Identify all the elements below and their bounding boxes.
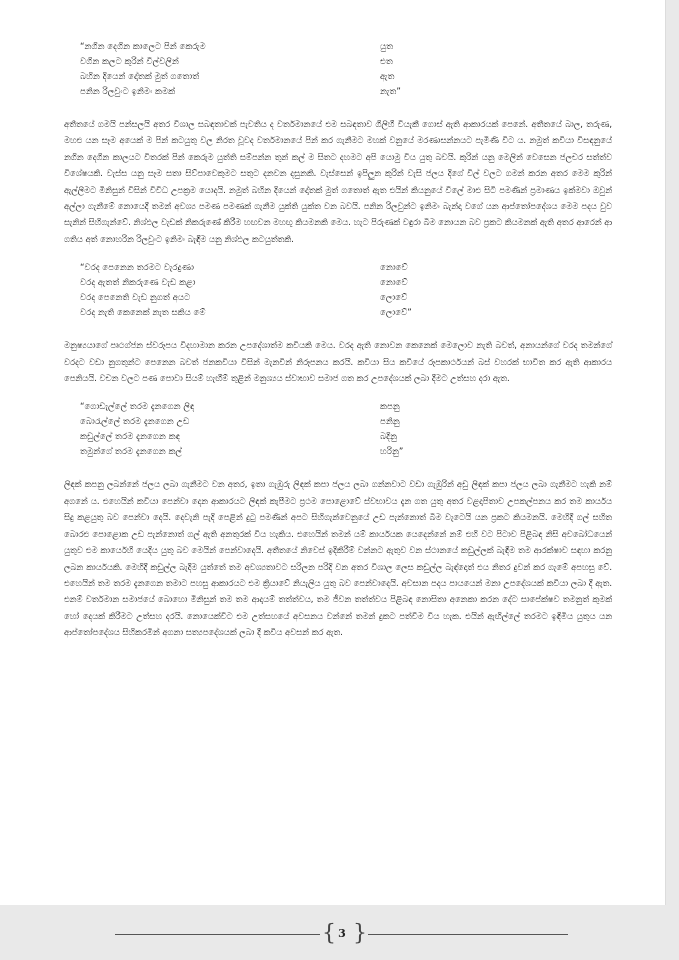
verse-line-left: බොරැල්ලේ තරම දැනගෙන උඩ [80, 417, 190, 428]
paragraph-2: මනුෂ්‍යයාගේ පෘථග්ජන ස්වරූපය විදහාමාන කරන උපදේශාත්ම කවියකි මෙය. වරද ඇති නොවන කෙනෙක් මෙලොව නැති බවත්, අනායන්ගේ වරද තමන්ගේ වරදට වඩා නුගතුන්ට පෙනෙන බවත් ජනකවියා විසින් මැනවින් නිරූපනය කරයි. කවියා සිය කවියේ රූපකාර්ථයන් බස් වහරක් භාවිත කර ඇති ආකාරය පෙනියයි. වචන වලට පණ පොවා සියම් හැඟීම් තුළින් මනුශ්‍යය ස්වාභාව සමාජ ගත කර උපදේශයක් ලබා දීමට උත්සහ දරා ඇත. [64, 340, 612, 384]
paragraph-3: ලිඳක් කපනු ලබන්නේ ජලය ලබා ගැනීමට වන අතර, ඉතා ගැඹුරු ලිඳක් කපා ජලය ලබා ගන්නවාට වඩා ගැඹුරින් අඩු ලිඳක් කපා ජලය ලබා ගැනීමට හැකි නම් අගනේ ය. එහෙයින් කවියා පෙන්වා දෙන ආකාරයට ලිඳක් කැපීමට ප්‍රථම පොළොවේ ස්වභාවය දැන ගත යුතු අතර වළදාපිතාව උපකල්පනය කර තම කාර්යය සිදු කළයුතු බව පෙන්වා දෙයි. දෙවැනි පැදි පෙළින් දුටු පමණින් අපට සිහිගැන්වෙනුයේ උඩ පැන්නොත් බිම වැටෙයි යන ප්‍රකට කියමනයි. මෙහිදී ගල් සහිත බොරළු පොළොක උඩ පැන්නොත් ගල් ඇති අනතුරක් විය හැකිය. එහෙයින් තමන් යම් කාර්යයක යෙදෙන්නේ නම් එහි වට පිටාව පිළිබඳ නිසි අවබෝධයෙන් යුතුව එම කාර්යෙහි යෙදිය යුතු බව මෙයින් පෙන්වාදෙයි. අතීතයේ නිවෙස් ඉදිකිරීම් වන්නට ඇතුව වන ස්ථානයේ කඩුල්ලක් බැඳීම තම ආරක්ෂාව සඳහා කරනු ලබන කාර්යයකි. මෙහිදී කඩුල්ල බැදීම යුත්තේ තම අවශ්‍යතාවට සරිලන පරිදි වන අතර විශාල ලෙස කඩුල්ල බැඳ්දොත් එය නිතර දුවන් කර ගැමේ අපහසු වේ. එහෙයින් තම තරම දැනගෙන තමාට පහසු ආකාරයට එම ක්‍රියාවේ නියැලිය යුතු බව පෙන්වාදෙයි. අවසාන පදය පායයෙන් මනා උපදේශයක් කවියා ලබා දී ඇත. එනම් වර්තමාන සමාජයේ බොහො මිනිසුන් තම තම ආදායම් තත්ත්වය, තම ජීවන තත්ත්වය පිළිබඳ නොසිතා අනෙකා කරන දේට සාපේක්ෂව තමනුත් කුමක් හෝ දෙයක් කිරීමට උත්සහ දරයි. නොයෙක්විට එම උත්සහයේ අවසනය වන්නේ තමන් දුකට පත්වීම විය හැක. එයින් ඇඟිල්ලේ තරමට ඉඳිමිය යුතුය යන ආප්තෝපදේශය සිහිකරමින් අගනා සත්‍යපදේශයක් ලබා දී කවිය අවසන් කර ඇත. [64, 479, 612, 638]
verse-line-right: බදිනු [380, 432, 397, 443]
footer-bracket-left: { [322, 921, 336, 946]
page-content [64, 40, 612, 655]
verse-line-right: යුත [380, 42, 394, 52]
footer-rule-left [115, 934, 320, 935]
footer-rule-right [368, 934, 568, 935]
page-number: 3 [338, 927, 346, 940]
verse-line-left: “නගින දෙගින කාලෙට පින් කෙරුම [80, 42, 206, 52]
verse-line-left: “ගොඩැල්ලේ තරම දැනගෙන ලිඳ [80, 402, 195, 413]
verse-line-left: කඩුල්ලේ තරම දැනගෙන කඳ [80, 432, 180, 443]
verse-line-left: තමුන්ගේ තරම දැනගෙන කල් [80, 447, 182, 458]
footer-bracket-right: } [353, 921, 367, 946]
verse-line-right: හරිනු” [380, 447, 404, 458]
verse-line-left: වරද නැති කෙනෙක් නැත සකිය මේ [80, 308, 206, 319]
verse-block-3 [80, 400, 612, 460]
verse-line-left: බහින දියෙන් දෝතක් මුත් ගතොත් [80, 72, 200, 82]
verse-line-left: වරද ඇතත් නිකරුණෙ වැඩ කළා [80, 278, 196, 289]
page-footer [0, 915, 679, 955]
paragraph-1: අතීතයේ ගමයි පන්සලයි අතර විශාල සබඳතාවක් පැවතිය ද වර්තමානයේ එම සබඳතාව ගිලිහී වියැකී ගොස් ඇති ආකාරයක් පෙනේ. අතීතයේ බාල, තරුණ, මහළු යන සෑම අයෙක් ම පින් කටයුතු වල නිරත වූවද වර්තමානයේ පින් කර ගැනීමට මහක් වනුයේ මරණාසන්නයට පැමිණි විට ය. නමුත් කවියා විසඳනුයේ නගින දෙගින කාලයට විතරක් පින් කෙරුම යුත්ති සම්පන්න තුන් කල් ම සිතට දහමට අපි යොමු විය යුතු බවයි. කුරින් යනු මෙලින් වෙසෙන ජලචර සත්ත්ව විශේෂයකි. වැස්ස යනු සෑම සතා සිව්පාවෙකුමට සතුට දනවන දසුනකි. වැස්සෙන් ඉපිලුන කුරින් වැසි ජලය දිගේ විල් වලට ගමන් කරන අතර මෙම කුරින් ඇල්ලීමට මිනිසුන් විසින් විවිධ උපක්‍රම යොදයි. නමුත් බහින දියෙන් දෝතක් මුත් ගතොත් ඇත එයින් කියනුයේ විලේ මාළු සිටි පමණින් ප්‍රමාණය ඉක්මවා ඔවුන් අල්ලා ගැනීමේ නොයෙදී තමන් අවශ්‍ය පමණ පමණක් ගැනීම යුක්ති යුක්ත වන බවයි. පනින රිලවුන්ට ඉනිමං බැන්දා වගේ යන ආප්තෝපදේශය මෙම පදය වුව සැනින් සිහිගැන්වේ. නිශ්ඵල වැඩක් නිකරුණේ කිරීම හඟවන මහඟු කියමනකි මෙය. හැට පිරුණක් වඳුරා බිම නොයන බව ප්‍රකට කියමනක් ඇති අතර ආරෙන් ආ ගතිය අත් නොහරින රිලවුංට ඉනිමං බැඳීම යනු නිශ්ඵල කටයුත්තකි. [64, 119, 612, 244]
verse-line-right: නොවේ [380, 263, 408, 274]
verse-line-right: කපනු [380, 402, 400, 413]
verse-block-1 [80, 40, 612, 100]
verse-line-right: ලොවේ” [380, 308, 412, 319]
verse-line-left: “වරද පෙනෙන තරමට වැරදුණා [80, 263, 194, 274]
verse-line-right: ඇත [380, 72, 395, 82]
verse-line-left: පනින රිලවුංට ඉනිමං කමක් [80, 87, 176, 97]
verse-line-right: ලොවේ [380, 293, 408, 304]
verse-line-right: පනිනු [380, 417, 400, 428]
verse-line-right: නැත” [380, 87, 401, 97]
verse-block-2 [80, 261, 612, 321]
verse-line-left: වගින කලට කුරින් විල්වලින් [80, 57, 179, 67]
verse-line-right: නොවේ [380, 278, 408, 289]
verse-line-right: එත [380, 57, 393, 67]
verse-line-left: වරද පෙනෙති වැඩ නුගත් අයට [80, 293, 191, 304]
